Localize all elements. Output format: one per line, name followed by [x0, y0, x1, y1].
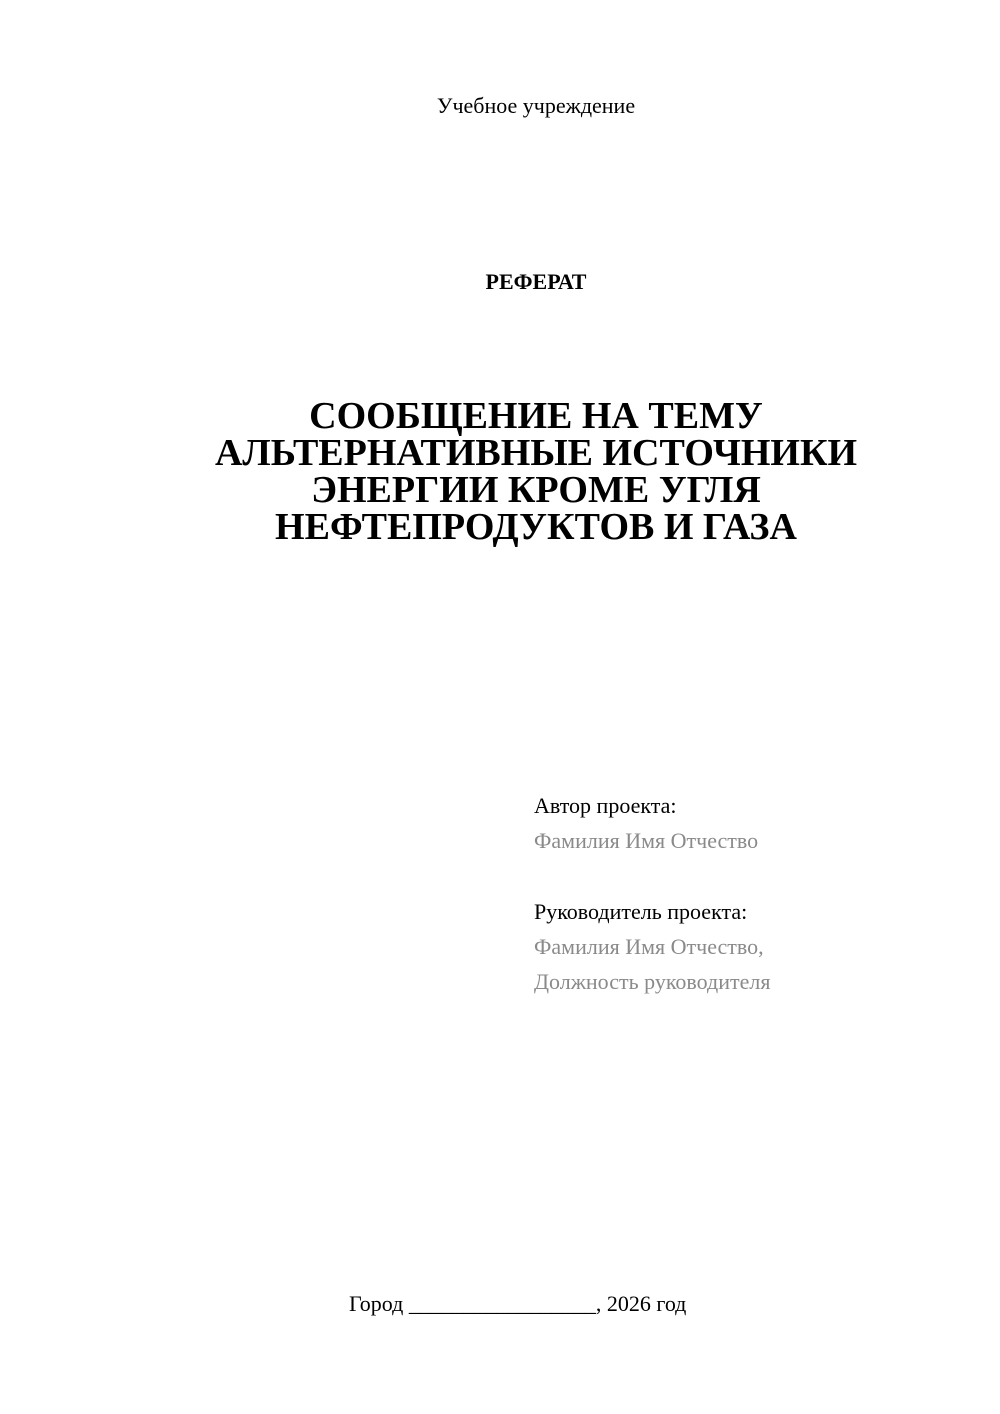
author-name: Фамилия Имя Отчество: [534, 828, 759, 853]
title-line: АЛЬТЕРНАТИВНЫЕ ИСТОЧНИКИ: [214, 432, 858, 474]
city-year-line: Город _________________, 2026 год: [349, 1291, 687, 1316]
title-line: СООБЩЕНИЕ НА ТЕМУ: [309, 395, 763, 437]
title-line: НЕФТЕПРОДУКТОВ И ГАЗА: [275, 506, 797, 548]
supervisor-position: Должность руководителя: [534, 969, 771, 994]
title-line: ЭНЕРГИИ КРОМЕ УГЛЯ: [311, 469, 761, 511]
institution-name: Учебное учреждение: [436, 93, 636, 118]
author-label: Автор проекта:: [534, 793, 677, 818]
document-title: [150, 395, 922, 548]
project-info: [534, 788, 974, 999]
supervisor-label: Руководитель проекта:: [534, 899, 748, 924]
supervisor-name: Фамилия Имя Отчество,: [534, 934, 764, 959]
document-type: РЕФЕРАТ: [485, 269, 587, 294]
spacer: [534, 858, 974, 894]
